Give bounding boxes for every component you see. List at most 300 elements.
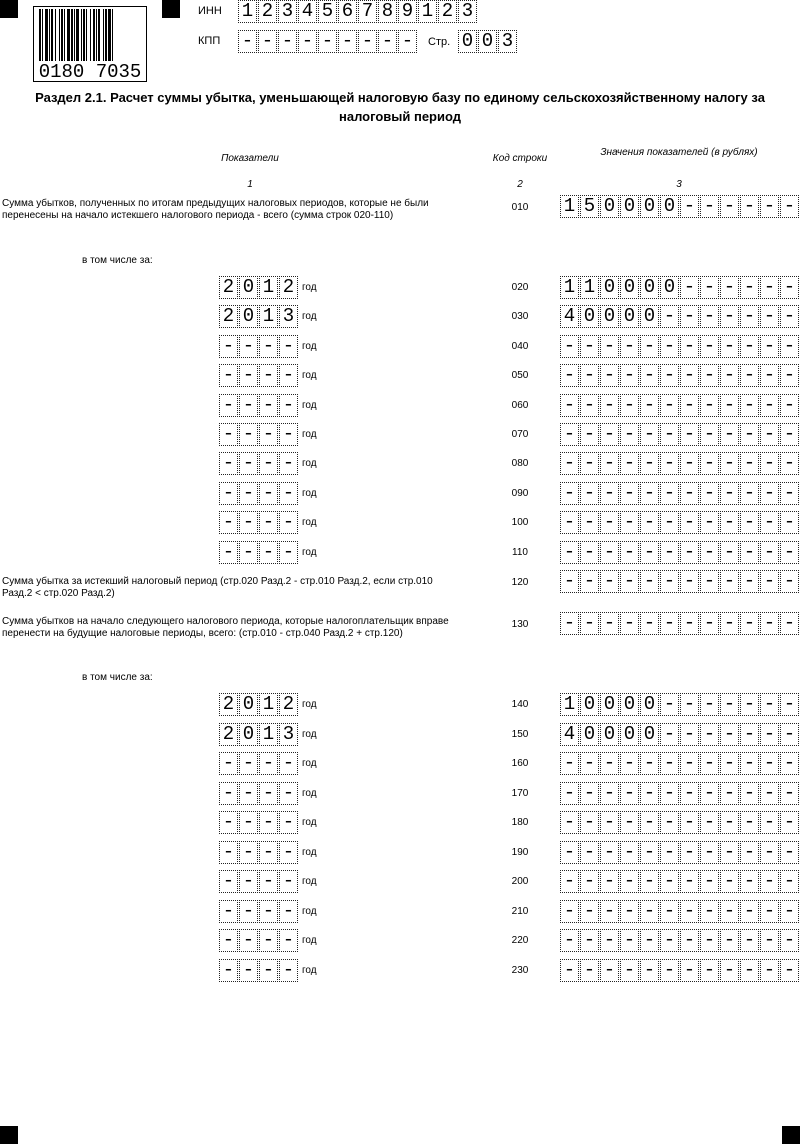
- digit-cell: -: [780, 570, 799, 593]
- digit-cell: -: [620, 452, 639, 475]
- year-suffix: год: [302, 458, 317, 470]
- digit-cell: -: [259, 811, 278, 834]
- digit-cell: -: [660, 782, 679, 805]
- digit-cell: -: [239, 870, 258, 893]
- digit-cell: -: [279, 482, 298, 505]
- digit-cell: 2: [258, 0, 277, 23]
- row-120-text: Сумма убытка за истекший налоговый период (стр.020 Разд.2 - стр.010 Разд.2, если стр.010 Разд.2 < стр.020 Разд.2): [2, 576, 433, 599]
- digit-cell: -: [560, 870, 579, 893]
- digit-cell: -: [680, 723, 699, 746]
- year-suffix: год: [302, 429, 317, 440]
- digit-cell: -: [700, 423, 719, 446]
- row-120-value[interactable]: [560, 570, 800, 593]
- barcode-bar: [103, 9, 104, 61]
- digit-cell: -: [720, 423, 739, 446]
- year-cells[interactable]: [219, 276, 299, 299]
- digit-cell: -: [720, 900, 739, 923]
- digit-cell: -: [700, 782, 719, 805]
- row-code: 190: [511, 846, 529, 858]
- row-value[interactable]: [560, 423, 800, 446]
- digit-cell: -: [700, 452, 719, 475]
- digit-cell: -: [560, 900, 579, 923]
- kpp-cells[interactable]: [238, 30, 418, 53]
- digit-cell: -: [660, 364, 679, 387]
- including-label: в том числе за:: [82, 255, 153, 266]
- row-value[interactable]: [560, 541, 800, 564]
- year-suffix: год: [302, 935, 317, 946]
- year-suffix: год: [302, 787, 317, 799]
- row-value[interactable]: [560, 511, 800, 534]
- digit-cell: -: [740, 693, 759, 716]
- barcode-bar: [45, 9, 48, 61]
- row-code: 090: [511, 487, 529, 499]
- digit-cell: -: [580, 364, 599, 387]
- digit-cell: -: [740, 841, 759, 864]
- row-code: 230: [511, 964, 529, 976]
- digit-cell: -: [740, 811, 759, 834]
- digit-cell: -: [680, 841, 699, 864]
- digit-cell: -: [700, 276, 719, 299]
- row-value[interactable]: [560, 394, 800, 417]
- digit-cell: -: [720, 541, 739, 564]
- year-cells[interactable]: [219, 752, 299, 775]
- year-suffix: год: [302, 905, 317, 917]
- digit-cell: -: [279, 452, 298, 475]
- digit-cell: -: [640, 959, 659, 982]
- digit-cell: -: [560, 452, 579, 475]
- digit-cell: -: [239, 929, 258, 952]
- digit-cell: -: [720, 841, 739, 864]
- digit-cell: 2: [219, 276, 238, 299]
- year-cells[interactable]: [219, 452, 299, 475]
- digit-cell: -: [279, 870, 298, 893]
- digit-cell: -: [620, 541, 639, 564]
- digit-cell: -: [700, 541, 719, 564]
- digit-cell: -: [780, 782, 799, 805]
- digit-cell: -: [560, 841, 579, 864]
- digit-cell: 0: [458, 30, 477, 53]
- digit-cell: -: [219, 870, 238, 893]
- digit-cell: -: [680, 959, 699, 982]
- row-value[interactable]: [560, 929, 800, 952]
- digit-cell: -: [680, 394, 699, 417]
- digit-cell: -: [680, 276, 699, 299]
- digit-cell: -: [620, 612, 639, 635]
- inn-cells[interactable]: [238, 0, 478, 23]
- year-suffix: год: [302, 370, 317, 382]
- digit-cell: -: [239, 394, 258, 417]
- digit-cell: -: [740, 195, 759, 218]
- digit-cell: 1: [259, 276, 278, 299]
- digit-cell: -: [740, 423, 759, 446]
- digit-cell: 1: [560, 276, 579, 299]
- digit-cell: -: [239, 782, 258, 805]
- digit-cell: -: [640, 570, 659, 593]
- digit-cell: -: [660, 423, 679, 446]
- digit-cell: 3: [279, 305, 298, 328]
- digit-cell: 0: [239, 305, 258, 328]
- digit-cell: -: [219, 394, 238, 417]
- row-010-value[interactable]: [560, 195, 800, 218]
- digit-cell: 0: [600, 723, 619, 746]
- row-010-code: 010: [511, 202, 529, 213]
- digit-cell: 4: [560, 305, 579, 328]
- digit-cell: -: [279, 394, 298, 417]
- row-value[interactable]: [560, 900, 800, 923]
- row-130-value[interactable]: [560, 612, 800, 635]
- row-value[interactable]: [560, 723, 800, 746]
- digit-cell: 0: [600, 305, 619, 328]
- digit-cell: -: [640, 511, 659, 534]
- digit-cell: -: [660, 482, 679, 505]
- digit-cell: -: [580, 452, 599, 475]
- digit-cell: -: [239, 364, 258, 387]
- barcode-bar: [81, 9, 82, 61]
- digit-cell: -: [600, 900, 619, 923]
- digit-cell: -: [760, 276, 779, 299]
- year-cells[interactable]: [219, 959, 299, 982]
- digit-cell: -: [600, 335, 619, 358]
- row-code: 140: [511, 699, 529, 710]
- year-suffix: год: [302, 728, 317, 740]
- digit-cell: -: [620, 482, 639, 505]
- digit-cell: -: [600, 541, 619, 564]
- row-code: 070: [511, 429, 529, 440]
- barcode-bar: [83, 9, 85, 61]
- year-cells[interactable]: [219, 900, 299, 923]
- digit-cell: 3: [498, 30, 517, 53]
- barcode-bar: [42, 9, 43, 61]
- digit-cell: -: [278, 30, 297, 53]
- digit-cell: -: [760, 693, 779, 716]
- digit-cell: -: [700, 841, 719, 864]
- row-code: 170: [511, 787, 529, 799]
- digit-cell: -: [700, 723, 719, 746]
- digit-cell: 0: [620, 305, 639, 328]
- year-suffix: год: [302, 399, 317, 411]
- digit-cell: -: [640, 811, 659, 834]
- row-code: 210: [511, 905, 529, 917]
- digit-cell: -: [580, 782, 599, 805]
- digit-cell: -: [620, 752, 639, 775]
- digit-cell: -: [780, 959, 799, 982]
- digit-cell: -: [239, 511, 258, 534]
- digit-cell: -: [580, 929, 599, 952]
- year-cells[interactable]: [219, 782, 299, 805]
- digit-cell: -: [680, 364, 699, 387]
- digit-cell: -: [780, 394, 799, 417]
- digit-cell: -: [219, 959, 238, 982]
- barcode-bar: [105, 9, 107, 61]
- digit-cell: -: [560, 752, 579, 775]
- row-value[interactable]: [560, 364, 800, 387]
- digit-cell: 0: [478, 30, 497, 53]
- digit-cell: -: [620, 394, 639, 417]
- digit-cell: -: [780, 511, 799, 534]
- year-suffix: год: [302, 546, 317, 558]
- digit-cell: 9: [398, 0, 417, 23]
- year-suffix: год: [302, 817, 317, 828]
- digit-cell: -: [258, 30, 277, 53]
- row-value[interactable]: [560, 841, 800, 864]
- year-cells[interactable]: [219, 394, 299, 417]
- digit-cell: -: [720, 452, 739, 475]
- row-code: 020: [511, 282, 529, 293]
- barcode-bar: [39, 9, 41, 61]
- digit-cell: -: [560, 612, 579, 635]
- corner-marker: [782, 1126, 800, 1144]
- digit-cell: -: [760, 811, 779, 834]
- row-code: 200: [511, 876, 529, 887]
- row-value[interactable]: [560, 305, 800, 328]
- row-code: 080: [511, 458, 529, 470]
- digit-cell: -: [780, 811, 799, 834]
- row-value[interactable]: [560, 959, 800, 982]
- row-code: 100: [511, 517, 529, 529]
- row-value[interactable]: [560, 482, 800, 505]
- digit-cell: -: [700, 482, 719, 505]
- digit-cell: -: [600, 870, 619, 893]
- digit-cell: 3: [279, 723, 298, 746]
- row-value[interactable]: [560, 452, 800, 475]
- digit-cell: -: [259, 364, 278, 387]
- row-130-text: Сумма убытков на начало следующего налогового периода, которые налогоплательщик вправе перенести на будущие налоговые периоды, всего: (стр.010 - стр.040 Разд.2 + стр.120): [2, 616, 449, 639]
- digit-cell: -: [600, 364, 619, 387]
- digit-cell: -: [760, 305, 779, 328]
- digit-cell: -: [239, 959, 258, 982]
- row-code: 050: [511, 370, 529, 382]
- year-cells[interactable]: [219, 511, 299, 534]
- digit-cell: -: [760, 782, 779, 805]
- row-value[interactable]: [560, 335, 800, 358]
- digit-cell: -: [780, 752, 799, 775]
- year-cells[interactable]: [219, 335, 299, 358]
- digit-cell: -: [239, 482, 258, 505]
- digit-cell: -: [700, 570, 719, 593]
- digit-cell: -: [720, 394, 739, 417]
- digit-cell: -: [560, 482, 579, 505]
- digit-cell: -: [219, 335, 238, 358]
- digit-cell: -: [620, 841, 639, 864]
- digit-cell: -: [660, 959, 679, 982]
- year-cells[interactable]: [219, 364, 299, 387]
- digit-cell: 8: [378, 0, 397, 23]
- year-cells[interactable]: [219, 811, 299, 834]
- digit-cell: -: [219, 482, 238, 505]
- row-value[interactable]: [560, 870, 800, 893]
- digit-cell: -: [259, 394, 278, 417]
- digit-cell: -: [740, 364, 759, 387]
- digit-cell: -: [660, 841, 679, 864]
- row-120-code: 120: [511, 577, 529, 588]
- digit-cell: -: [560, 782, 579, 805]
- digit-cell: -: [720, 929, 739, 952]
- digit-cell: -: [600, 394, 619, 417]
- digit-cell: 0: [660, 276, 679, 299]
- digit-cell: 2: [219, 305, 238, 328]
- digit-cell: -: [660, 870, 679, 893]
- year-cells[interactable]: [219, 423, 299, 446]
- col-number-2: 2: [517, 179, 523, 190]
- barcode-bar: [59, 9, 60, 61]
- row-code: 030: [511, 311, 529, 323]
- digit-cell: 7: [358, 0, 377, 23]
- year-cells[interactable]: [219, 870, 299, 893]
- row-value[interactable]: [560, 811, 800, 834]
- digit-cell: -: [279, 900, 298, 923]
- digit-cell: -: [219, 929, 238, 952]
- digit-cell: -: [239, 752, 258, 775]
- digit-cell: -: [259, 841, 278, 864]
- digit-cell: -: [760, 900, 779, 923]
- digit-cell: -: [740, 335, 759, 358]
- year-cells[interactable]: [219, 929, 299, 952]
- corner-marker: [162, 0, 180, 18]
- year-cells[interactable]: [219, 723, 299, 746]
- year-cells[interactable]: [219, 841, 299, 864]
- row-value[interactable]: [560, 693, 800, 716]
- digit-cell: -: [640, 782, 659, 805]
- digit-cell: -: [740, 570, 759, 593]
- digit-cell: -: [720, 364, 739, 387]
- digit-cell: -: [760, 423, 779, 446]
- digit-cell: -: [219, 841, 238, 864]
- digit-cell: -: [600, 570, 619, 593]
- digit-cell: -: [398, 30, 417, 53]
- digit-cell: -: [580, 482, 599, 505]
- digit-cell: -: [640, 841, 659, 864]
- digit-cell: -: [580, 511, 599, 534]
- digit-cell: -: [560, 541, 579, 564]
- year-cells[interactable]: [219, 693, 299, 716]
- digit-cell: 2: [279, 276, 298, 299]
- digit-cell: -: [740, 452, 759, 475]
- digit-cell: -: [660, 929, 679, 952]
- digit-cell: -: [640, 482, 659, 505]
- digit-cell: -: [640, 870, 659, 893]
- digit-cell: -: [740, 752, 759, 775]
- digit-cell: -: [700, 612, 719, 635]
- digit-cell: -: [780, 305, 799, 328]
- digit-cell: 5: [580, 195, 599, 218]
- digit-cell: -: [620, 511, 639, 534]
- page-number-cells[interactable]: [458, 30, 518, 53]
- digit-cell: 1: [259, 693, 278, 716]
- digit-cell: -: [780, 423, 799, 446]
- row-130-code: 130: [511, 619, 529, 630]
- digit-cell: 1: [259, 305, 278, 328]
- digit-cell: -: [560, 959, 579, 982]
- row-value[interactable]: [560, 782, 800, 805]
- digit-cell: -: [620, 782, 639, 805]
- digit-cell: -: [600, 811, 619, 834]
- digit-cell: -: [600, 782, 619, 805]
- digit-cell: -: [760, 570, 779, 593]
- barcode-bar: [55, 9, 56, 61]
- digit-cell: -: [660, 752, 679, 775]
- digit-cell: -: [680, 482, 699, 505]
- digit-cell: -: [660, 452, 679, 475]
- digit-cell: -: [680, 423, 699, 446]
- digit-cell: -: [680, 870, 699, 893]
- digit-cell: -: [560, 423, 579, 446]
- year-suffix: год: [302, 964, 317, 976]
- digit-cell: -: [600, 612, 619, 635]
- digit-cell: -: [279, 364, 298, 387]
- digit-cell: -: [620, 570, 639, 593]
- year-cells[interactable]: [219, 305, 299, 328]
- digit-cell: -: [760, 929, 779, 952]
- digit-cell: -: [560, 811, 579, 834]
- digit-cell: 5: [318, 0, 337, 23]
- digit-cell: -: [780, 541, 799, 564]
- year-suffix: год: [302, 340, 317, 352]
- digit-cell: -: [740, 541, 759, 564]
- digit-cell: -: [740, 511, 759, 534]
- digit-cell: -: [640, 394, 659, 417]
- digit-cell: -: [660, 723, 679, 746]
- digit-cell: -: [680, 335, 699, 358]
- digit-cell: -: [279, 841, 298, 864]
- digit-cell: -: [640, 452, 659, 475]
- row-value[interactable]: [560, 276, 800, 299]
- digit-cell: -: [279, 782, 298, 805]
- year-cells[interactable]: [219, 482, 299, 505]
- digit-cell: -: [760, 335, 779, 358]
- page-label: Стр.: [428, 36, 451, 48]
- digit-cell: -: [760, 541, 779, 564]
- digit-cell: -: [580, 541, 599, 564]
- digit-cell: 0: [600, 195, 619, 218]
- barcode-bar: [93, 9, 95, 61]
- digit-cell: -: [720, 811, 739, 834]
- digit-cell: -: [780, 900, 799, 923]
- digit-cell: -: [600, 959, 619, 982]
- digit-cell: -: [620, 364, 639, 387]
- digit-cell: 0: [580, 693, 599, 716]
- digit-cell: -: [680, 541, 699, 564]
- year-cells[interactable]: [219, 541, 299, 564]
- digit-cell: -: [279, 929, 298, 952]
- digit-cell: -: [780, 929, 799, 952]
- digit-cell: -: [700, 693, 719, 716]
- digit-cell: -: [740, 723, 759, 746]
- digit-cell: -: [660, 335, 679, 358]
- digit-cell: -: [560, 511, 579, 534]
- digit-cell: -: [600, 452, 619, 475]
- digit-cell: -: [239, 841, 258, 864]
- digit-cell: -: [780, 612, 799, 635]
- digit-cell: 4: [298, 0, 317, 23]
- digit-cell: 1: [238, 0, 257, 23]
- row-value[interactable]: [560, 752, 800, 775]
- digit-cell: -: [780, 452, 799, 475]
- digit-cell: -: [259, 959, 278, 982]
- digit-cell: -: [720, 335, 739, 358]
- digit-cell: 0: [620, 723, 639, 746]
- barcode-bar: [96, 9, 97, 61]
- digit-cell: -: [580, 959, 599, 982]
- digit-cell: 1: [418, 0, 437, 23]
- digit-cell: -: [620, 335, 639, 358]
- digit-cell: -: [560, 570, 579, 593]
- digit-cell: -: [760, 959, 779, 982]
- digit-cell: -: [740, 900, 759, 923]
- digit-cell: 0: [640, 276, 659, 299]
- barcode-bar: [71, 9, 73, 61]
- digit-cell: -: [259, 335, 278, 358]
- digit-cell: -: [740, 870, 759, 893]
